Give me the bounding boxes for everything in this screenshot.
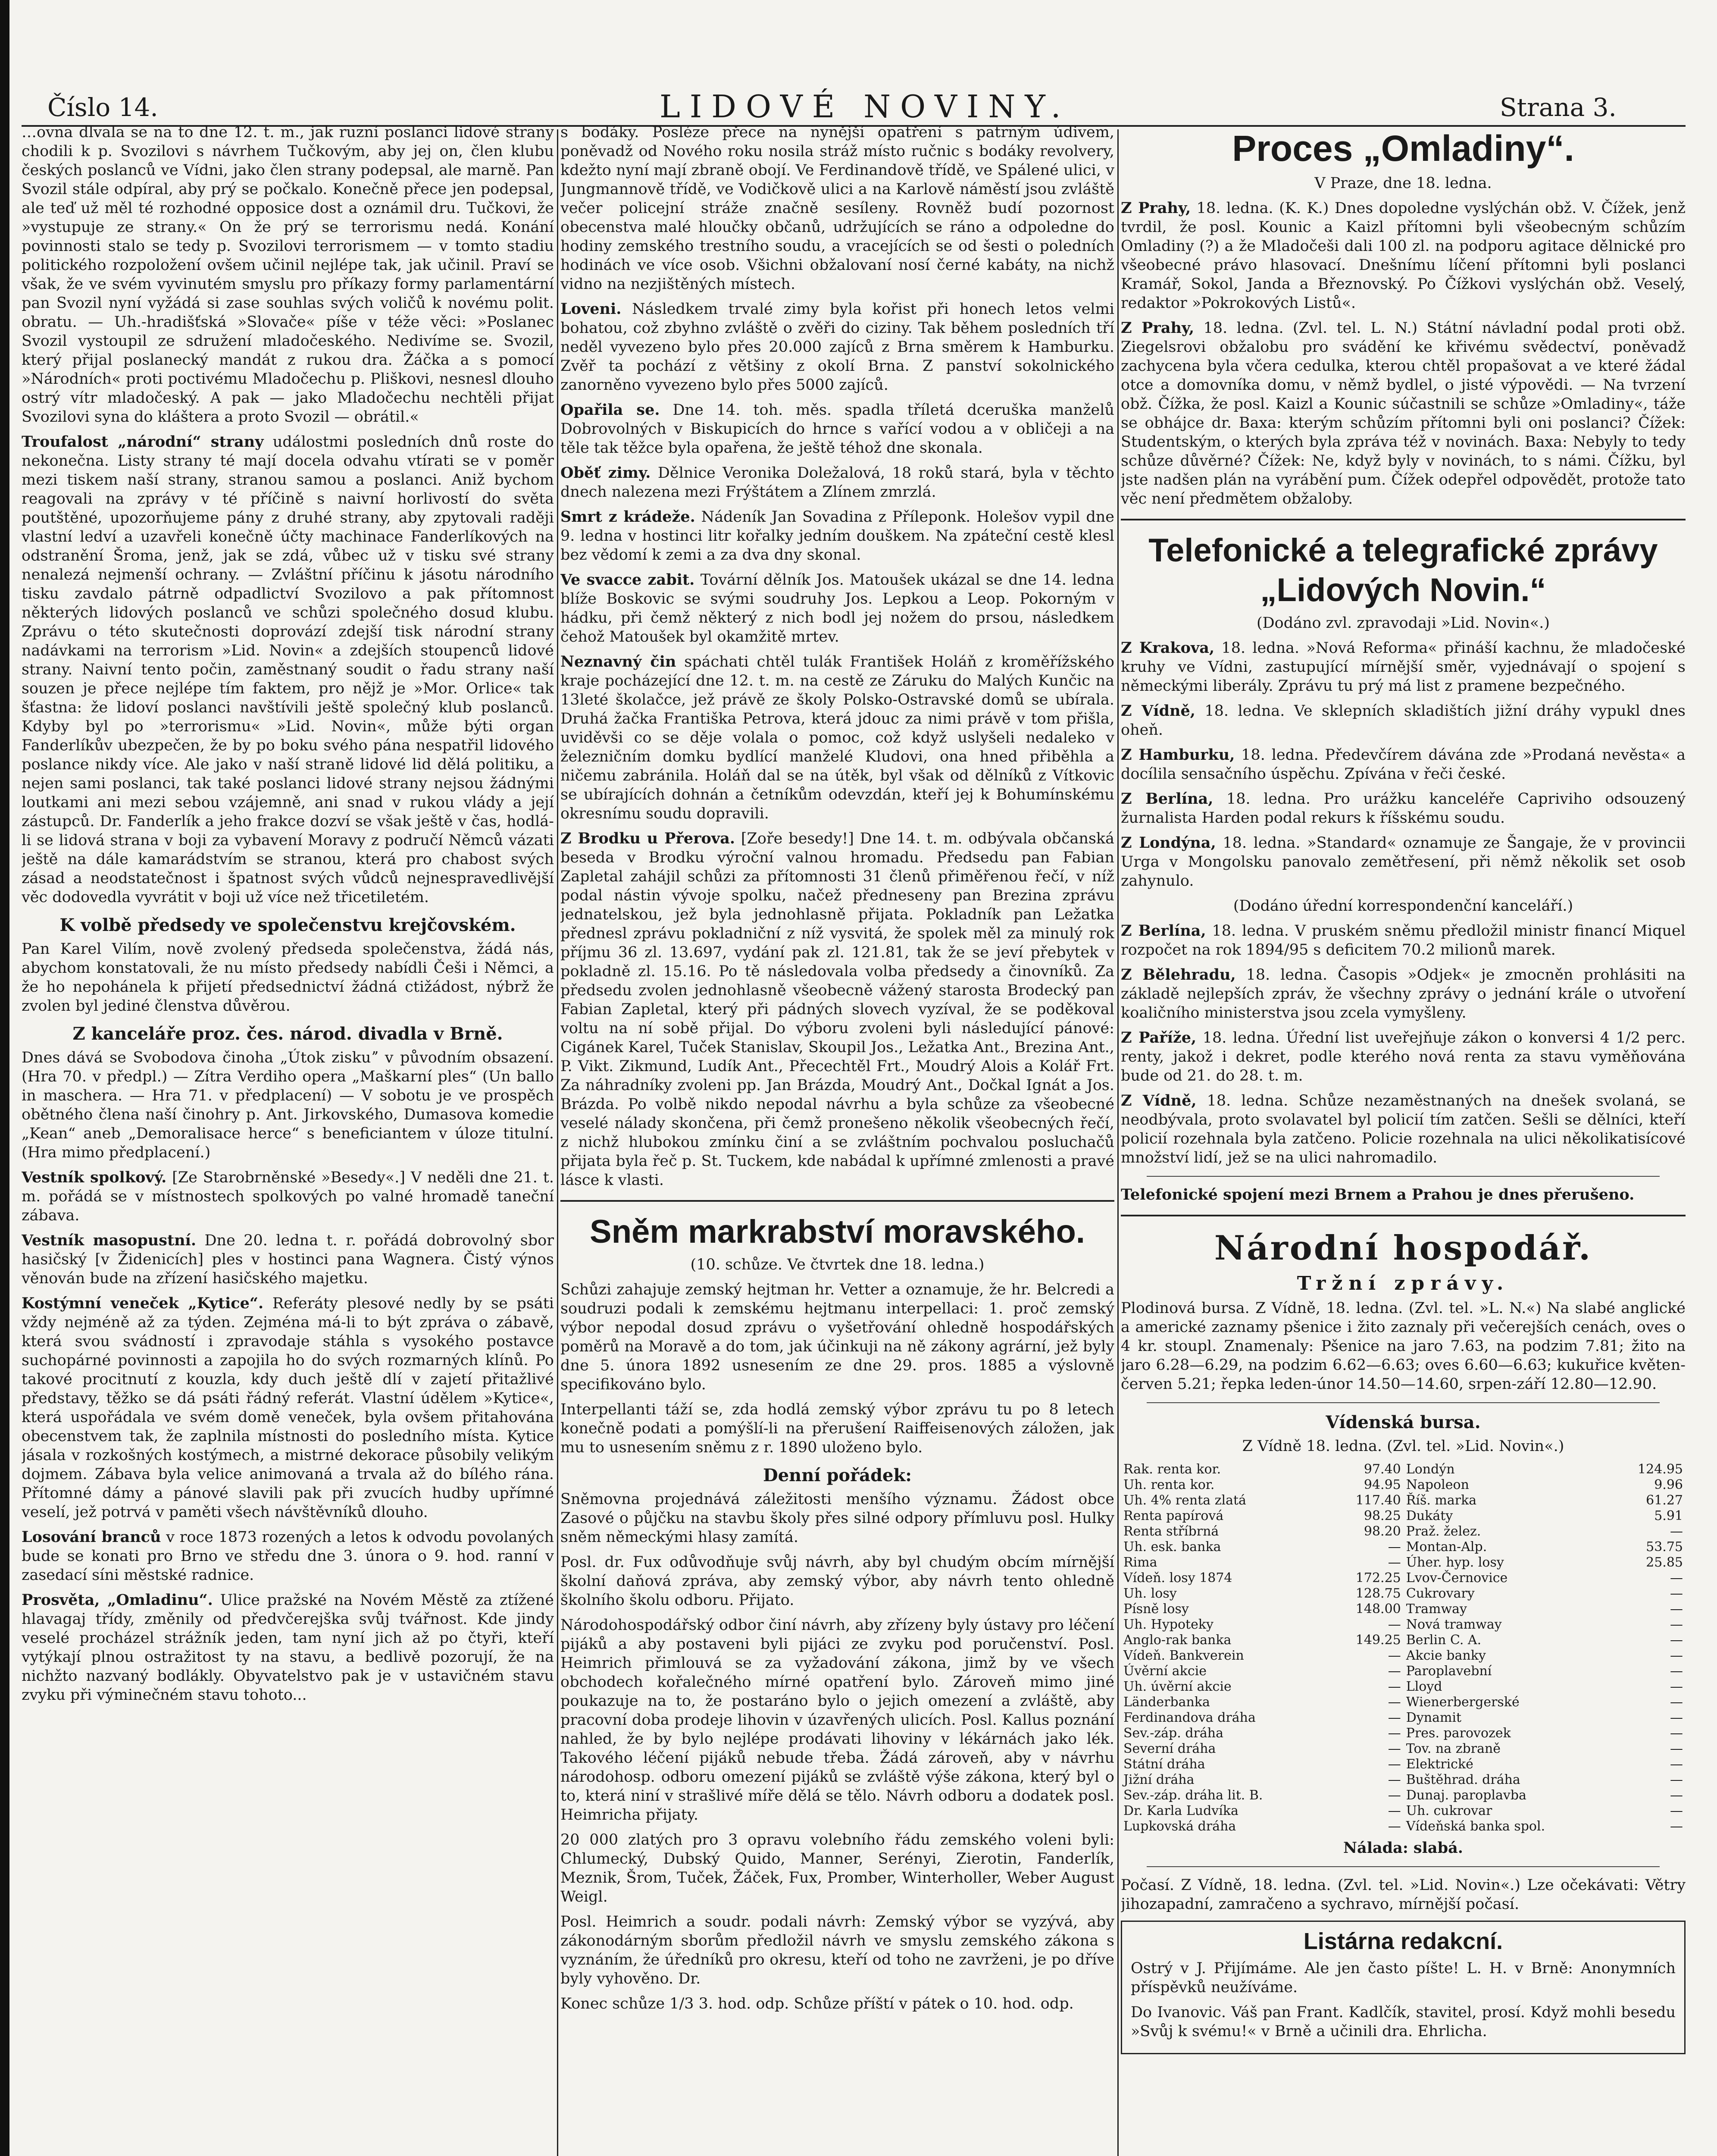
article-text: Pan Karel Vilím, nově zvolený předseda společenstva, žádá nás, abychom konstatovali, že nu místo předsedy nabídli Češi i Němci, a že ho nepohánela k přijetí předsednictví žádná ctižádost, nýbrž že zvolen byl jediné členstva důvěrou. xyxy=(22,940,554,1015)
bursa-row xyxy=(1121,1493,1686,1508)
bursa-security: Státní dráha xyxy=(1123,1757,1205,1772)
source-note: (Dodáno zvl. zpravodaji »Lid. Novin«.) xyxy=(1256,614,1550,632)
bursa-price: — xyxy=(1670,1648,1683,1663)
article-text: Schůzi zahajuje zemský hejtman hr. Vetter a oznamuje, že hr. Belcredi a soudruzi podali k zemskému hejtmanu interpellaci: 1. proč zemský výbor nepodal dosud zprávu o vyšetřování ohledně hospodářských poměrů na Moravě a do tom, jak účinkuji na ně zákony agrární, jež byly dne 5. února 1892 usnesením ze dne 29. pros. 1885 a výslovně specifikováno bylo. xyxy=(560,1281,1114,1393)
article-text: Interpellanti táží se, zda hodlá zemský výbor zprávu tu po 8 letech konečně podati a pomýšlí-li na přerušení Raiffeisenových záložen, jak mu to usnesením sněmu z r. 1890 uloženo bylo. xyxy=(560,1401,1114,1456)
bursa-security: Anglo-rak banka xyxy=(1123,1633,1232,1648)
bursa-price: — xyxy=(1670,1819,1683,1834)
section-divider xyxy=(560,1200,1114,1202)
bursa-price: — xyxy=(1670,1601,1683,1617)
bursa-security: Rak. renta kor. xyxy=(1123,1462,1221,1477)
article-text: Nádeník Jan Sovadina z Příleponk. Holešov vypil dne 9. ledna v hostinci litr kořalky jedním douškem. Na zpáteční cestě klesl bez vědomí k zemi a za dva dny skonal. xyxy=(560,508,1114,564)
bursa-security: Písně losy xyxy=(1123,1601,1189,1617)
article-text: 18. ledna. Předevčírem dávána zde »Prodaná nevěsta« a docílila sensačního úspěchu. Zpívána v řeči české. xyxy=(1121,746,1686,783)
bursa-price: — xyxy=(1388,1710,1401,1725)
bursa-price: — xyxy=(1670,1695,1683,1710)
bursa-price: 124.95 xyxy=(1638,1462,1683,1477)
section-divider xyxy=(1121,1215,1686,1216)
bursa-security: Ferdinandova dráha xyxy=(1123,1710,1256,1725)
bursa-security: Říš. marka xyxy=(1406,1493,1477,1508)
bursa-security: Severní dráha xyxy=(1123,1741,1216,1756)
bursa-price: — xyxy=(1670,1757,1683,1772)
article-heading: Z Berlína, xyxy=(1121,922,1206,940)
bursa-price: — xyxy=(1388,1679,1401,1694)
divider xyxy=(1147,1402,1660,1403)
bursa-row xyxy=(1121,1477,1686,1493)
article-text: Národohospodářský odbor činí návrh, aby zřízeny byly ústavy pro léčení pijáků a aby postaveni byli pijáci ze zvyku pod poručenství. Posl. Heimrich přimlouvá se za vyžadování zákona, jimž by ve všech obchodech kořalečného mírné opatření bylo. Zároveň mimo jiné poukazuje na to, že postaráno bylo o jejich omezení a zvláště, aby pracovní doba prodeje lihovin v úzavřených ulicích. Posl. Kallus poznání nahled, že by bylo nejlépe prodávati lihoviny v lékárnách jako lék. Takového léčení pijáků nebude třeba. Žádá zároveň, aby v návrhu národohosp. odboru omezení pijáků se zvláště výše zákona, který byl o to, která niní v strašlivé míře dělá se tělo. Návrh odboru a dodatek posl. Heimricha přijaty. xyxy=(560,1617,1114,1824)
bursa-security: Dynamit xyxy=(1406,1710,1462,1725)
bursa-security: Uh. Hypoteky xyxy=(1123,1617,1213,1632)
article-text: Plodinová bursa. Z Vídně, 18. ledna. (Zvl. tel. »L. N.«) Na slabé anglické a americké zaznamy pšenice i žito zaznaly při večerejších cenách, oves o 4 kr. stoupl. Znamenaly: Pšenice na jaro 7.63, na podzim 7.81; žito na jaro 6.28—6.29, na podzim 6.62—6.63; oves 6.60—6.63; kukuřice květen-červen 5.21; řepka leden-únor 14.50—14.60, srpen-září 12.80—12.90. xyxy=(1121,1300,1686,1393)
listarna-text: Do Ivanovic. Váš pan Frant. Kadlčík, stavitel, prosí. Když mohli besedu »Svůj k svému!« v Brně a učinili dra. Ehrlicha. xyxy=(1131,2004,1676,2040)
bursa-price: 128.75 xyxy=(1355,1586,1401,1601)
article-text: událostmi posledních dnů roste do nekonečna. Listy strany té mají docela odvahu vtírati se v poměr mezi tiskem naší strany, stranou samou a poslanci. Aniž bychom reagovali na zprávy v té příčině s naivní horlivostí do světa poutštěné, upozorňujeme pány z druhé strany, aby zpytovali raději vlastní ledví a uzavřeli konečně účty machinace Fanderlíkových na odstranění Šroma, jenž, jak se zdá, vůbec už v tisku své strany nenalezá nejmenší ochrany. — Zvláštní příčinu k jásotu národního tisku zavdalo pátrně odpadlictví Svozilovo a pak přítomnost některých lidových poslanců ve schůzi společného dosud klubu. Zprávu o této skutečnosti doprovází zdejší tisk národní strany nadávkami na terrorism »Lid. Novin« a zdejších stoupenců lidové strany. Naivní tento počin, zaměstnaný soudit o řadu strany naší souzen je přece nejlépe tím faktem, pro nějž je »Mor. Orlice« tak šťastna: že lidoví poslanci navštívili ještě společný klub poslanců. Kdyby byl po »terrorismu« »Lid. Novin«, může býti organ Fanderlíkův ubezpečen, že by po boku svého pána nespatřil lidového poslance nikdy více. Ale jako v naší straně lidové lid dělá politiku, a nejen sami poslanci, tak také poslanci lidové strany nejsou žádnými loutkami ani mezi sebou vzájemně, ani snad v rukou vlády a její zástupců. Dr. Fanderlík a jeho frakce dozví se však ještě v čas, hodlá-li se lidová strana v boji za vybavení Moravy z područí Němců vázati ještě na dále kamarádstvím se stranou, která pro chabost svých zásad a neodstatečnost i špatnost svých vůdců nejnespravedlivější věc dodovedla vyvrátit v boji už více než třicetiletém. xyxy=(22,433,554,906)
scan-edge xyxy=(0,0,9,2156)
bursa-row xyxy=(1121,1679,1686,1695)
bursa-security: Dunaj. paroplavba xyxy=(1406,1788,1526,1803)
article-text: Tovární dělník Jos. Matoušek ukázal se dne 14. ledna blíže Boskovic se svými soudruhy Jos. Lepkou a Leop. Pokorným v hádku, při čemž některý z nich bodl jej nožem do prsou, následkem čehož Matoušek byl okamžitě mrtev. xyxy=(560,571,1114,646)
bursa-security: Montan-Alp. xyxy=(1406,1539,1487,1554)
bursa-row xyxy=(1121,1555,1686,1570)
article-text: [Zoře besedy!] Dne 14. t. m. odbývala občanská beseda v Brodku výroční valnou hromadu. Předsedu pan Fabian Zapletal zahájil schůzi za přítomnosti 31 členů přiměřenou řečí, v níž podal nástin vývoje spolku, načež předneseny pan Brezina zprávu jednatelskou, jež byla jednohlasně přijata. Pokladník pan Ležatka přednesl zprávu pokladniční z níž vysvitá, že spolek měl za minulý rok příjmu 36 zl. 13.697, vydání pak zl. 121.81, tak že se jeví přebytek v pokladně zl. 15.16. Po tě následovala volba předsedy a činovníků. Za předsedu zvolen jednohlasně všeobecně vážený starosta Brodecký pan Fabian Zapletal, který při pádných slovech vyzíval, že se poděkoval voltu na ní sobě přijal. Do výboru zvoleni byli následující pánové: Cigánek Karel, Tuček Stanislav, Skoupil Jos., Ležatka Ant., Brezina Ant., P. Vikt. Zikmund, Ludík Ant., Přecechtěl Frt., Moudrý Alois a Kolář Frt. Za náhradníky zvoleni pp. Jan Brázda, Moudrý Ant., Dočkal Ignát a Jos. Brázda. Po volbě nikdo nepodal návrhu a byla schůze za všeobecné veselé nálady skončena, při čemž pronešeno několik všeobecných řečí, z nichž hlubokou zmínku činí a se zvláštním pochvalou posluchačů přijata byla řeč p. St. Tuckem, kde nabádal k upřímné zmlenosti a pravé lásce k vlasti. xyxy=(560,830,1114,1189)
bursa-row xyxy=(1121,1819,1686,1834)
bursa-security: Dr. Karla Ludvíka xyxy=(1123,1803,1238,1818)
bursa-price: 94.95 xyxy=(1364,1477,1401,1492)
bursa-row xyxy=(1121,1788,1686,1803)
bursa-security: Uh. losy xyxy=(1123,1586,1177,1601)
article-text: 18. ledna. V pruském sněmu předložil ministr financí Miquel rozpočet na rok 1894/95 s deficitem 70.2 milionů marek. xyxy=(1121,922,1686,959)
article-heading: Oběť zimy. xyxy=(560,464,651,482)
article-heading: Z kanceláře proz. čes. národ. divadla v Brně. xyxy=(72,1024,503,1044)
bursa-security: Buštěhrad. dráha xyxy=(1406,1772,1520,1787)
article-text: Dne 20. ledna t. r. pořádá dobrovolný sbor hasičský [v Židenicích] ples v hostinci pana Wagnera. Čistý výnos věnován bude na zřízení hasičského majetku. xyxy=(22,1232,554,1287)
bursa-security: Sev.-záp. dráha lit. B. xyxy=(1123,1788,1263,1803)
bursa-price: — xyxy=(1670,1524,1683,1539)
article-text: Dnes dává se Svobodova činoha „Útok ziskuˮ v původním obsazení. (Hra 70. v předpl.) — Zítra Verdiho opera „Maškarní ples“ (Un ballo in maschera. — Hra 71. v předplacení) — V sobotu je ve prospěch obětného člena naší činohry p. Ant. Jirkovského, Dumasova komedie „Kean“ aneb „Demoralisace herce“ s beneficiantem v úloze titulní. (Hra mimo předplacení.) xyxy=(22,1049,554,1161)
bursa-security: Úher. hyp. losy xyxy=(1406,1555,1504,1570)
bursa-row xyxy=(1121,1601,1686,1617)
bursa-price: — xyxy=(1670,1741,1683,1756)
agenda-heading: Denní pořádek: xyxy=(763,1465,912,1485)
bursa-security: Dukáty xyxy=(1406,1508,1453,1523)
column-right xyxy=(1121,123,1686,2156)
column-rule-2 xyxy=(1117,129,1119,2156)
bursa-row xyxy=(1121,1539,1686,1555)
bursa-security: Rima xyxy=(1123,1555,1157,1570)
issue-number: Číslo 14. xyxy=(47,93,158,122)
bursa-security: Pres. parovozek xyxy=(1406,1726,1511,1741)
bursa-price: — xyxy=(1670,1710,1683,1725)
bursa-security: Lupkovská dráha xyxy=(1123,1819,1236,1834)
bursa-price: 97.40 xyxy=(1364,1462,1401,1477)
bursa-security: Nová tramway xyxy=(1406,1617,1502,1632)
bursa-security: Jižní dráha xyxy=(1123,1772,1195,1787)
bursa-price: 98.20 xyxy=(1364,1524,1401,1539)
bursa-security: Londýn xyxy=(1406,1462,1455,1477)
listarna-text: Ostrý v J. Přijímáme. Ale jen často píšte! L. H. v Brně: Anonymních příspěvků neužíváme. xyxy=(1131,1960,1676,1996)
article-text: spáchati chtěl tulák František Holáň z kroměřížského kraje pocházející dne 12. t. m. na cestě ze Záruku do Malých Kunčic na 13leté školačce, jež právě ze školy Polsko-Ostravské domů se ubírala. Druhá žačka Františka Petrova, která jdouc za nimi právě v tom přišla, uviděvši co se děje volala o pomoc, což když uslyšeli nedaleko v železničním domku bydlící manželé Kludovi, ona hned přiběhla a ničemu zabránila. Holáň dal se na útěk, byl však od dělníků z Vítkovic se ubírajících dohnán a četníkům odevzdán, kteří jej k Bohumínskému okresnímu soudu dopravili. xyxy=(560,653,1114,822)
article-text: …ovna dlvala se na to dne 12. t. m., jak ruzní poslanci lidové strany chodili k p. Svozilovi s návrhem Tučkovým, aby jej on, člen klubu českých poslanců ve Vídni, jako člen strany podepsal, ale marně. Pan Svozil stále odpíral, aby prý se počkalo. Konečně přece jen podepsal, ale teď už měl té rozhodné opposice dost a oznámil dru. Tučkovi, že »vystupuje ze strany.« On že prý se terrorismu nedá. Konání povinnosti stalo se tedy p. Svozilovi terrorismem — v tomto stadiu politického rozpoložení ovšem učinil nejlépe tak, jak učinil. Praví se však, že ve svém vyvinutém smyslu pro příkazy formy parlamentární pan Svozil nyní vyžádá si zase souhlas svých voličů k novému polit. obratu. — Uh.-hradišťská »Slovače« píše v téže věci: »Poslanec Svozil vystoupil ze sdružení mladočeského. Nedivíme se. Svozil, který přijal poslanecký mandát z rukou dra. Žáčka a s pomocí »Národních« proti poctivému Mladočechu p. Pliškovi, nesnesl dlouho ostrý vítr mladočeský. A pak — jako Mladočechu nechtěli přijat Svozilovi syna do kláštera a proto Svozil — obrátil.« xyxy=(22,124,554,426)
article-heading: Loveni. xyxy=(560,300,622,318)
bursa-row xyxy=(1121,1524,1686,1539)
article-text: Následkem trvalé zimy byla kořist při honech letos velmi bohatou, což zbyhno zvláště o zvěři do ciziny. Tak během posledních tří neděl vyvezeno bylo přes 20.000 zajíců z Brna směrem k Hamburku. Zvěř ta pochází z většiny z okolí Brna. Z panství sokolnického zanorněno vyvezeno bylo přes 5000 zajíců. xyxy=(560,301,1114,394)
article-text: 18. ledna. Schůze nezaměstnaných na dnešek svolaná, se neodbývala, proto svolavatel byl policií tím zatčen. Sešli se dělníci, kteří policií rozehnala byla zatčeno. Policie rozehnala na ulici několikatisícové množství lidí, jež se na ulici nahromadilo. xyxy=(1121,1092,1686,1166)
article-text: Referáty plesové nedly by se psáti vždy nejméně až za týden. Zejména má-li to být zpráva o zábavě, která svou svádností i zpravodaje stáhla s vysokého postavce suchopárné povinnosti a zapojila ho do svých rozmarných klínů. Po takové procitnutí z kouzla, kdy duch ještě dlí v zajetí přitažlivé představy, těžko se dá psáti řádný referát. Vlastní údělem »Kytice«, která uspořádala ve svém domě veneček, byla ovšem přitahována obecenstvem tak, že zaplnila místnosti do posledního místa. Kytice jásala v rozkošných kostýmech, a mistrné dekorace působily velikým dojmem. Zábava byla velice animovaná a trvala až do bílého rána. Přítomné dámy a pánové slavili pak při zvucích hudby upřímné veselí, jež potrvá v paměti všech návštěvníků dlouho. xyxy=(22,1295,554,1521)
article-heading: Z Londýna, xyxy=(1121,834,1216,852)
article-heading: Z Vídně, xyxy=(1121,702,1195,720)
article-text: v roce 1873 rozených a letos k odvodu povolaných bude se konati pro Brno ve středu dne 3. února o 9. hod. ranní v zasedací síni městské radnice. xyxy=(22,1529,554,1584)
article-heading: Vestník spolkový. xyxy=(22,1169,167,1186)
article-text: Sněmovna projednává záležitosti menšího významu. Žádost obce Zasové o půjčku na stavbu školy přes silné odpory přímluvu posl. Hulky sněm německými hlasy zamítá. xyxy=(560,1491,1114,1546)
listarna-box xyxy=(1121,1921,1686,2054)
article-heading: Neznavný čin xyxy=(560,653,676,671)
section-divider xyxy=(1121,519,1686,520)
article-text: Posl. Heimrich a soudr. podali návrh: Zemský výbor se vyzývá, aby zákonodárným sborům předložil návrh ve smyslu zemského zákona s vyznáním, že úředníků pro okresu, kteří od toho ne zavrženi, je po dříve byly vyhověno. Dr. xyxy=(560,1913,1114,1987)
article-text: Posl. dr. Fux odůvodňuje svůj návrh, aby byl chudým obcím mírnější školní daňová zpráva, aby zemský výbor, aby návrh tento ohledně školního školu odboru. Přijato. xyxy=(560,1554,1114,1609)
column-rule-1 xyxy=(557,129,558,2156)
listarna-title: Listárna redakcní. xyxy=(1303,1928,1503,1954)
bursa-security: Uh. renta kor. xyxy=(1123,1477,1215,1492)
article-heading: Z Vídně, xyxy=(1121,1092,1197,1109)
bursa-security: Sev.-záp. dráha xyxy=(1123,1726,1223,1741)
bursa-price: — xyxy=(1388,1648,1401,1663)
article-heading: Prosvěta, „Omladinu“. xyxy=(22,1591,213,1609)
article-heading: Troufalost „národní“ strany xyxy=(22,433,264,451)
article-text: 18. ledna. Úřední list uveřejňuje zákon o konversi 4 1/2 perc. renty, jakož i dekret, podle kterého nová renta za stavu vyměňována bude od 21. do 28. t. m. xyxy=(1121,1029,1686,1084)
page-header xyxy=(47,88,1617,127)
bursa-price: — xyxy=(1670,1772,1683,1787)
masthead-title: LIDOVÉ NOVINY. xyxy=(660,88,1070,125)
bursa-security: Berlin C. A. xyxy=(1406,1633,1482,1648)
article-heading: Z Hamburku, xyxy=(1121,746,1235,764)
bursa-security: Tramway xyxy=(1406,1601,1467,1617)
bursa-row xyxy=(1121,1648,1686,1664)
bursa-security: Vídeň. losy 1874 xyxy=(1123,1570,1232,1586)
bursa-price: — xyxy=(1388,1617,1401,1632)
divider xyxy=(1147,1176,1660,1177)
bursa-price: 172.25 xyxy=(1355,1570,1401,1586)
divider xyxy=(1147,1866,1660,1867)
article-text: 18. ledna. Ve sklepních skladištích jižní dráhy vypukl dnes oheň. xyxy=(1121,702,1686,739)
article-text: Ulice pražské na Novém Městě za ztížené hlavagaj třídy, změnily od předvčerejška svůj tvářnost. Kde jindy veselé procházel strážník jeden, tam nyní jich až po čtyři, kteří vytýkají plnou ostražitost ty na stavu, a bedlivě pozorují, že na nichžto nazvaný bodlákly. Obyvatelstvo pak je v ustavičném stavu zvyku při výminečném stavu tohoto... xyxy=(22,1592,554,1704)
bursa-row xyxy=(1121,1710,1686,1726)
bursa-price: — xyxy=(1388,1757,1401,1772)
page-number: Strana 3. xyxy=(1499,93,1617,122)
bursa-security: Cukrovary xyxy=(1406,1586,1475,1601)
bursa-security: Länderbanka xyxy=(1123,1695,1210,1710)
bursa-subtitle: Z Vídně 18. ledna. (Zvl. tel. »Lid. Novin«.) xyxy=(1242,1438,1564,1455)
bursa-price: 148.00 xyxy=(1355,1601,1401,1617)
bursa-row xyxy=(1121,1726,1686,1741)
bursa-security: Tov. na zbraně xyxy=(1406,1741,1501,1756)
bursa-price: — xyxy=(1670,1586,1683,1601)
bursa-price: — xyxy=(1670,1788,1683,1803)
bursa-row xyxy=(1121,1664,1686,1679)
bursa-price: — xyxy=(1388,1726,1401,1741)
bursa-row xyxy=(1121,1508,1686,1524)
bursa-price: — xyxy=(1388,1695,1401,1710)
bursa-price: 98.25 xyxy=(1364,1508,1401,1523)
bursa-row xyxy=(1121,1803,1686,1819)
bursa-price: — xyxy=(1670,1664,1683,1679)
article-heading: Losování branců xyxy=(22,1528,161,1546)
bursa-security: Renta papírová xyxy=(1123,1508,1224,1523)
bursa-price: 117.40 xyxy=(1355,1493,1401,1508)
bursa-row xyxy=(1121,1772,1686,1788)
bursa-security: Akcie banky xyxy=(1406,1648,1486,1663)
bursa-security: Napoleon xyxy=(1406,1477,1469,1492)
bursa-price: — xyxy=(1670,1633,1683,1648)
article-text: Dne 14. toh. měs. spadla tříletá dceruška manželů Dobrovolných v Biskupicích do hrnce s vařící vodou a v obličeji a na těle tak těžce byla opařena, že ještě téhož dne skonala. xyxy=(560,401,1114,457)
bursa-price: 53.75 xyxy=(1646,1539,1683,1554)
bursa-price: 5.91 xyxy=(1654,1508,1683,1523)
bursa-price: — xyxy=(1670,1726,1683,1741)
bursa-security: Elektrické xyxy=(1406,1757,1473,1772)
article-heading: Kostýmní veneček „Kytice“. xyxy=(22,1294,264,1312)
column-middle xyxy=(560,123,1114,2156)
bursa-security: Renta stříbrná xyxy=(1123,1524,1219,1539)
article-text: Dělnice Veronika Doležalová, 18 roků stará, byla v těchto dnech nalezena mezi Frýštátem a Zlínem zmrzlá. xyxy=(560,464,1114,501)
bursa-security: Úvěrní akcie xyxy=(1123,1664,1207,1679)
subsection-title-trh: Tržní zprávy. xyxy=(1297,1272,1510,1294)
article-heading: Z Berlína, xyxy=(1121,790,1213,808)
bursa-security: Uh. esk. banka xyxy=(1123,1539,1221,1554)
bursa-security: Praž. želez. xyxy=(1406,1524,1481,1539)
article-text: 18. ledna. »Standard« oznamuje ze Šangaje, že v provincii Urga v Mongolsku panovalo zemětřesení, při němž několik set osob zahynulo. xyxy=(1121,834,1686,890)
bursa-row xyxy=(1121,1741,1686,1757)
section-title-hospodar: Národní hospodář. xyxy=(1214,1228,1592,1268)
column-left xyxy=(22,123,554,2156)
session-note: (10. schůze. Ve čtvrtek dne 18. ledna.) xyxy=(690,1256,985,1273)
article-heading: Smrt z krádeže. xyxy=(560,508,695,526)
bursa-table xyxy=(1121,1462,1686,1834)
telephone-notice: Telefonické spojení mezi Brnem a Prahou je dnes přerušeno. xyxy=(1121,1186,1635,1203)
article-heading: Z Bělehradu, xyxy=(1121,966,1236,984)
bursa-price: — xyxy=(1388,1741,1401,1756)
article-heading: Z Brodku u Přerova. xyxy=(560,830,735,847)
bursa-security: Uh. úvěrní akcie xyxy=(1123,1679,1232,1694)
dateline: V Praze, dne 18. ledna. xyxy=(1314,175,1492,192)
bursa-security: Paroplavební xyxy=(1406,1664,1492,1679)
article-text: 18. ledna. »Nová Reforma« přináší kachnu, že mladočeské kruhy ve Vídni, zastupující mírnější směr, vyjednávají o spojení s německými liberály. Zprávu tu prý má list z pramene bezpečného. xyxy=(1121,639,1686,695)
bursa-security: Vídeňská banka spol. xyxy=(1406,1819,1545,1834)
article-text: 18. ledna. (K. K.) Dnes dopoledne vyslýchán obž. V. Čížek, jenž tvrdil, že posl. Kounic a Kaizl přítomni byli všeobecným schůzím Omladiny (?) a že Mladočeši dali 100 zl. na podporu agitace dělnické pro všeobecné právo hlasovací. Dnešnímu líčení přítomni byli poslanci Kramář, Sokol, Janda a Březnovský. Po Čížkovi vyslýchán obž. Veselý, redaktor »Pokrokových Listů«. xyxy=(1121,200,1686,312)
article-text: 18. ledna. Časopis »Odjek« je zmocněn prohlásiti na základě nejlepších zpráv, že všechny zprávy o jednání krále o utvoření koaličního ministerstva jsou zcela vymyšleny. xyxy=(1121,966,1686,1022)
bursa-security: Uh. cukrovar xyxy=(1406,1803,1492,1818)
section-title-telegraf: Telefonické a telegrafické zprávy „Lidových Novin.“ xyxy=(1148,532,1658,608)
bursa-price: — xyxy=(1388,1539,1401,1554)
bursa-price: 61.27 xyxy=(1646,1493,1683,1508)
bursa-price: — xyxy=(1388,1555,1401,1570)
bursa-price: — xyxy=(1670,1679,1683,1694)
section-title-omladina: Proces „Omladiny“. xyxy=(1232,128,1574,169)
source-note: (Dodáno úřední korrespondenční kanceláří.) xyxy=(1233,897,1573,915)
weather-text: Počasí. Z Vídně, 18. ledna. (Zvl. tel. »Lid. Novin«.) Lze očekávati: Větry jihozapadní, zamračeno a sychravo, mírnější počasí. xyxy=(1121,1877,1686,1913)
article-text: Konec schůze 1/3 3. hod. odp. Schůze příští v pátek o 10. hod. odp. xyxy=(560,1995,1074,2012)
bursa-security: Uh. 4% renta zlatá xyxy=(1123,1493,1246,1508)
bursa-security: Lvov-Černovice xyxy=(1406,1570,1508,1586)
bursa-row xyxy=(1121,1695,1686,1710)
bursa-price: — xyxy=(1388,1772,1401,1787)
article-text: [Ze Starobrněnské »Besedy«.] V neděli dne 21. t. m. pořádá se v místnostech spolkových po valné hromadě taneční zábava. xyxy=(22,1169,554,1224)
bursa-row xyxy=(1121,1462,1686,1477)
article-heading: Z Paříže, xyxy=(1121,1029,1197,1047)
article-text: 18. ledna. (Zvl. tel. L. N.) Státní návladní podal proti obž. Ziegelsrovi obžalobu pro svádění ke křivému svědectví, poněvadž zachycena byla včera cedulka, kterou chtěl propašovat a ve které žádal otce a domovníka domu, v němž bydlel, o jisté výpovědi. — Na tvrzení obž. Čížka, že posl. Kaizl a Kounic súčastnili se schůze »Omladiny«, táže se obhájce dr. Baxa: kterým schůzím přítomni byli oni poslanci? Čížek: Studentským, o kterých byla zpráva též v novinách. Baxa: Nebyly to tedy schůze důvěrné? Čížek: Ne, když byly v novinách, to s námi. Čížku, byl jste nadšen plán na vyrábění pum. Čížek odepřel odpovědět, protože tato věc není předmětem obžaloby. xyxy=(1121,320,1686,508)
bursa-title: Vídenská bursa. xyxy=(1326,1412,1481,1432)
article-heading: Vestník masopustní. xyxy=(22,1232,197,1249)
article-heading: Z Prahy, xyxy=(1121,199,1191,217)
article-heading: Z Prahy, xyxy=(1121,319,1195,337)
bursa-price: — xyxy=(1670,1803,1683,1818)
bursa-security: Lloyd xyxy=(1406,1679,1442,1694)
bursa-security: Wienerbergerské xyxy=(1406,1695,1520,1710)
article-heading: K volbě předsedy ve společenstvu krejčovském. xyxy=(59,915,516,935)
bursa-row xyxy=(1121,1633,1686,1648)
bursa-price: 9.96 xyxy=(1654,1477,1683,1492)
bursa-price: — xyxy=(1388,1819,1401,1834)
bursa-row xyxy=(1121,1757,1686,1772)
bursa-price: — xyxy=(1388,1664,1401,1679)
bursa-price: 149.25 xyxy=(1355,1633,1401,1648)
bursa-price: 25.85 xyxy=(1646,1555,1683,1570)
article-heading: Ve svacce zabit. xyxy=(560,571,695,589)
article-text: s bodáky. Posléze přece na nynější opatření s patrným údivem, poněvadž od Nového roku nosila stráž místo ručnic s bodáky revolvery, kdežto nyní mají zbraně obojí. Ve Ferdinandově třídě, ve Spálené ulici, v Jungmannově třídě, ve Vodičkově ulici a na Karlově náměstí jsou zvláště večer policejní stráže značně sesíleny. Rovněž budí pozornost obecenstva malé hloučky občanů, udržujících se ráno a odpoledne do hodiny zemského trestního soudu, a vracejících se od šesti o poledních hodinách ve více osob. Všichni obžalovaní nosí černé kabáty, na nichž vidno na nezjištěných místech. xyxy=(560,124,1114,293)
bursa-row xyxy=(1121,1586,1686,1601)
bursa-security: Vídeň. Bankverein xyxy=(1123,1648,1244,1663)
article-heading: Opařila se. xyxy=(560,401,660,419)
bursa-price: — xyxy=(1670,1617,1683,1632)
bursa-row xyxy=(1121,1617,1686,1633)
article-heading: Z Krakova, xyxy=(1121,639,1215,657)
bursa-price: — xyxy=(1670,1570,1683,1586)
bursa-price: — xyxy=(1388,1788,1401,1803)
bursa-mood: Nálada: slabá. xyxy=(1343,1839,1463,1857)
article-text: 18. ledna. Pro urážku kanceléře Capriviho odsouzený žurnalista Harden podal rekurs k říšskému soudu. xyxy=(1121,790,1686,827)
bursa-price: — xyxy=(1388,1803,1401,1818)
bursa-row xyxy=(1121,1570,1686,1586)
article-text: 20 000 zlatých pro 3 opravu volebního řádu zemského voleni byli: Chlumecký, Dubský Quido, Manner, Serényi, Zierotin, Fanderlík, Meznik, Šrom, Tuček, Žáček, Fux, Promber, Winterholler, Weber August Weigl. xyxy=(560,1831,1114,1905)
section-title-snem: Sněm markrabství moravského. xyxy=(590,1213,1085,1250)
